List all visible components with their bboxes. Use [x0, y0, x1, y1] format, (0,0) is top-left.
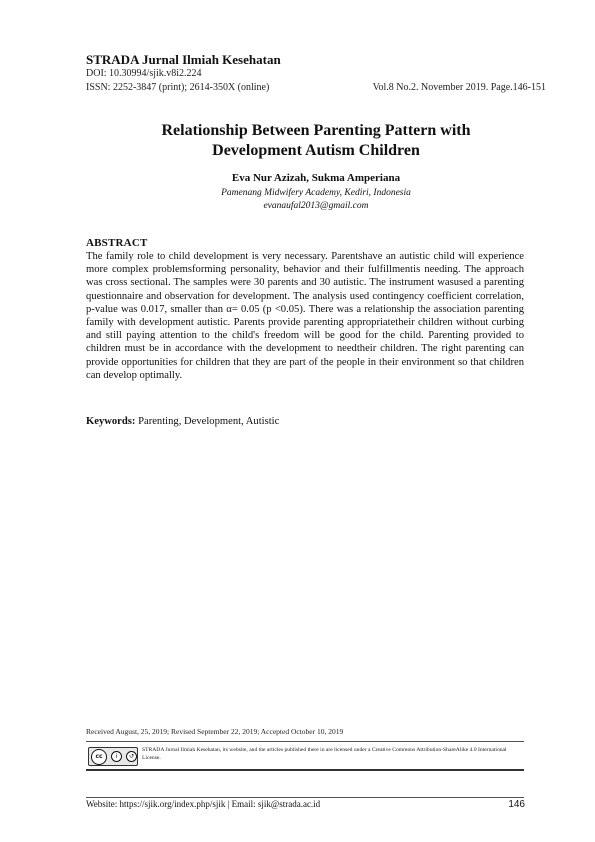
footer-divider — [86, 797, 524, 798]
volume-info: Vol.8 No.2. November 2019. Page.146-151 — [372, 82, 546, 93]
page-number: 146 — [508, 799, 525, 810]
article-title — [86, 121, 546, 161]
cc-icon: cc — [91, 749, 107, 765]
title-line-2: Development Autism Children — [212, 142, 420, 159]
abstract-heading: ABSTRACT — [86, 237, 148, 249]
divider — [86, 741, 524, 742]
divider — [86, 769, 524, 771]
authors: Eva Nur Azizah, Sukma Amperiana — [231, 172, 401, 184]
keywords-value: Parenting, Development, Autistic — [138, 416, 280, 427]
website-link[interactable]: Website: https://sjik.org/index.php/sjik — [86, 799, 226, 809]
cc-by-sa-icon[interactable] — [88, 747, 138, 766]
footer-links — [86, 799, 320, 809]
keywords-label: Keywords: — [86, 416, 136, 427]
issn: ISSN: 2252-3847 (print); 2614-350X (online) — [86, 82, 270, 93]
author-email: evanaufal2013@gmail.com — [263, 201, 369, 211]
title-line-1: Relationship Between Parenting Pattern with — [161, 122, 471, 139]
journal-name: STRADA Jurnal Ilmiah Kesehatan — [86, 52, 281, 67]
by-icon: i — [111, 751, 122, 762]
email-link[interactable]: Email: sjik@strada.ac.id — [231, 799, 321, 809]
doi: DOI: 10.30994/sjik.v8i2.224 — [86, 68, 202, 79]
sa-icon: ↺ — [126, 751, 137, 762]
affiliation-block — [86, 187, 546, 213]
keywords — [86, 416, 279, 427]
affiliation: Pamenang Midwifery Academy, Kediri, Indonesia — [221, 188, 411, 198]
license-text: STRADA Jurnal Ilmiah Kesehatan, its website, and the articles published there in are licensed under a Creative Commons Attribution-ShareAlike 4.0 International License. — [142, 747, 507, 761]
separator: | — [227, 799, 232, 809]
abstract-text: The family role to child development is very necessary. Parentshave an autistic child will experience more complex problemsforming personality, behavior and their fulfillmentis needing. The approach was cross sectional. The samples were 30 parents and 30 autistic. The instrument wasused a parenting questionnaire and observation for development. The analysis used contingency coefficient correlation, p-value was 0.017, smaller than α= 0.05 (p <0.05). There was a relationship the association parenting family with development autistic. Parents provide parenting appropriatetheir children without curbing and still paying attention to the child's freedom will be good for the child. Parenting provided to children must be in accordance with the development to needtheir children. The right parenting can provide opportunities for children that they are part of the people in their environment so that children can develop optimally. — [86, 251, 524, 381]
received-dates: Received August, 25, 2019; Revised September 22, 2019; Accepted October 10, 2019 — [86, 727, 344, 736]
